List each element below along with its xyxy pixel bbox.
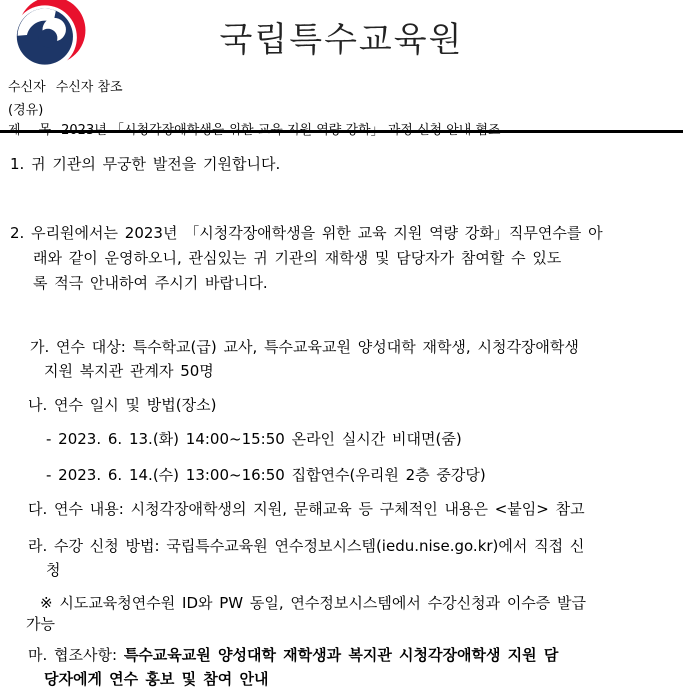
intro-line-2: 래와 같이 운영하오니, 관심있는 귀 기관의 재학생 및 담당자가 참여할 수 있도 <box>33 249 562 267</box>
schedule-line-2: - 2023. 6. 14.(수) 13:00~16:50 집합연수(우리원 2층 중강당) <box>46 466 486 484</box>
recipient-row <box>8 76 123 95</box>
item-ra-line-1: 라. 수강 신청 방법: 국립특수교육원 연수정보시스템(iedu.nise.go.kr)에서 직접 신 <box>28 537 585 555</box>
intro-line-1: 2. 우리원에서는 2023년 「시청각장애학생을 위한 교육 지원 역량 강화」직무연수를 아 <box>10 224 603 242</box>
item-ga-line-2: 지원 복지관 관계자 50명 <box>44 362 214 380</box>
org-title: 국립특수교육원 <box>219 20 464 60</box>
item-ra-line-2: 청 <box>46 561 61 579</box>
greeting-line: 1. 귀 기관의 무궁한 발전을 기원합니다. <box>10 155 281 173</box>
via-label: (경유) <box>8 103 44 118</box>
item-ma-line-1 <box>28 646 558 664</box>
intro-line-3: 록 적극 안내하여 주시기 바랍니다. <box>33 274 268 292</box>
item-da-line: 다. 연수 내용: 시청각장애학생의 지원, 문해교육 등 구체적인 내용은 <붙임> 참고 <box>28 500 585 518</box>
item-ma-line-2: 당자에게 연수 홍보 및 참여 안내 <box>44 670 269 688</box>
recipient-value: 수신자 참조 <box>55 80 123 95</box>
note-line-2: 가능 <box>26 615 55 633</box>
item-ma-prefix: 마. 협조사항: <box>28 646 124 664</box>
schedule-line-1: - 2023. 6. 13.(화) 14:00~15:50 온라인 실시간 비대면(줌) <box>46 430 462 448</box>
subject-row <box>8 119 501 138</box>
item-ma-bold-1: 특수교육교원 양성대학 재학생과 복지관 시청각장애학생 지원 담 <box>123 646 559 664</box>
note-line-1: ※ 시도교육청연수원 ID와 PW 동일, 연수정보시스템에서 수강신청과 이수증 발급 <box>40 594 587 612</box>
item-na-line: 나. 연수 일시 및 방법(장소) <box>28 396 217 414</box>
item-ga-line-1: 가. 연수 대상: 특수학교(급) 교사, 특수교육교원 양성대학 재학생, 시청각장애학생 <box>30 338 579 356</box>
recipient-label: 수신자 <box>8 80 46 95</box>
header-divider-rule <box>0 130 683 133</box>
